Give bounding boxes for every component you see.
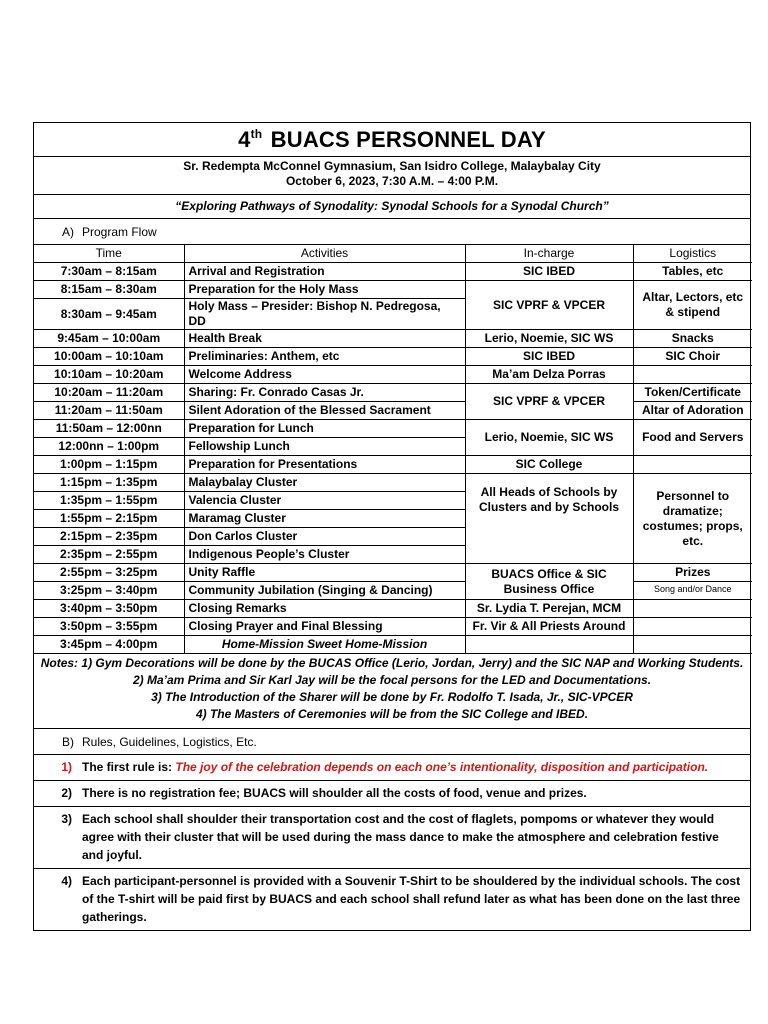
row-time: 10:20am – 11:20am — [34, 384, 184, 402]
row-incharge: Sr. Lydia T. Perejan, MCM — [465, 600, 633, 618]
venue-place: Sr. Redempta McConnel Gymnasium, San Isidro College, Malaybalay City — [183, 159, 601, 173]
row-logistics: Tables, etc — [633, 263, 752, 281]
row-logistics: Token/Certificate — [633, 384, 752, 402]
row-time: 9:45am – 10:00am — [34, 330, 184, 348]
table-row — [34, 600, 752, 618]
rule-item — [33, 780, 751, 806]
row-incharge: Fr. Vir & All Priests Around — [465, 618, 633, 636]
row-time: 3:25pm – 3:40pm — [34, 582, 184, 600]
row-logistics — [633, 456, 752, 474]
note-line: Notes: 1) Gym Decorations will be done by the BUCAS Office (Lerio, Jordan, Jerry) and the SIC NAP and Working Students. — [40, 656, 744, 670]
table-row — [34, 281, 752, 299]
row-activity: Home-Mission Sweet Home-Mission — [184, 636, 465, 654]
rule-number: 4) — [61, 874, 72, 888]
section-b-label: Rules, Guidelines, Logistics, Etc. — [82, 734, 257, 749]
row-incharge: Lerio, Noemie, SIC WS — [465, 330, 633, 348]
rule-text: Each participant-personnel is provided with a Souvenir T-Shirt to be shouldered by the individual schools. The cost of the T-shirt will be paid first by BUACS and each school shall refund later as what has been done on the last three gatherings. — [82, 874, 741, 924]
rule-text: Each school shall shoulder their transportation cost and the cost of flaglets, pompoms or whatever they would agree with their cluster that will be used during the mass dance to make the atmosphere and celebration festive and joyful. — [82, 812, 719, 862]
row-activity: Holy Mass – Presider: Bishop N. Pedregosa, DD — [184, 299, 465, 330]
row-logistics: SIC Choir — [633, 348, 752, 366]
row-incharge: SIC IBED — [465, 263, 633, 281]
page-title — [33, 122, 751, 156]
table-row — [34, 582, 752, 600]
row-logistics: Snacks — [633, 330, 752, 348]
title-ordinal: 4 — [238, 126, 251, 152]
row-time: 1:55pm – 2:15pm — [34, 510, 184, 528]
rule-item — [33, 754, 751, 780]
row-time: 11:50am – 12:00nn — [34, 420, 184, 438]
note-line: 2) Ma’am Prima and Sir Karl Jay will be the focal persons for the LED and Documentations. — [132, 673, 652, 687]
rule-item — [33, 806, 751, 868]
row-time: 2:35pm – 2:55pm — [34, 546, 184, 564]
row-logistics: Food and Servers — [633, 420, 752, 456]
table-row — [34, 618, 752, 636]
row-logistics: Song and/or Dance — [633, 582, 752, 600]
row-activity: Preparation for Lunch — [184, 420, 465, 438]
row-activity: Don Carlos Cluster — [184, 528, 465, 546]
row-activity: Preliminaries: Anthem, etc — [184, 348, 465, 366]
note-line: 3) The Introduction of the Sharer will be done by Fr. Rodolfo T. Isada, Jr., SIC-VPCER — [151, 690, 633, 704]
row-time: 8:15am – 8:30am — [34, 281, 184, 299]
table-row — [34, 456, 752, 474]
row-activity: Closing Remarks — [184, 600, 465, 618]
row-activity: Fellowship Lunch — [184, 438, 465, 456]
section-a-header — [33, 218, 751, 244]
row-activity: Preparation for the Holy Mass — [184, 281, 465, 299]
row-activity: Malaybalay Cluster — [184, 474, 465, 492]
rule-number: 2) — [61, 786, 72, 800]
theme-text: “Exploring Pathways of Synodality: Synodal Schools for a Synodal Church” — [175, 199, 609, 213]
row-logistics: Altar of Adoration — [633, 402, 752, 420]
row-activity: Community Jubilation (Singing & Dancing) — [184, 582, 465, 600]
row-logistics — [633, 618, 752, 636]
row-time: 2:55pm – 3:25pm — [34, 564, 184, 582]
rule-number: 1) — [61, 760, 72, 774]
row-activity: Valencia Cluster — [184, 492, 465, 510]
table-row — [34, 474, 752, 492]
row-incharge: Lerio, Noemie, SIC WS — [465, 420, 633, 456]
header-time: Time — [34, 245, 184, 263]
row-logistics: Altar, Lectors, etc & stipend — [633, 281, 752, 330]
row-logistics — [633, 600, 752, 618]
row-time: 10:00am – 10:10am — [34, 348, 184, 366]
program-table — [34, 245, 752, 654]
program-table-wrap — [33, 244, 751, 654]
row-time: 7:30am – 8:15am — [34, 263, 184, 281]
row-time: 1:15pm – 1:35pm — [34, 474, 184, 492]
table-row — [34, 384, 752, 402]
title-ordinal-suffix: th — [250, 126, 263, 141]
table-row — [34, 564, 752, 582]
table-row — [34, 366, 752, 384]
row-activity: Closing Prayer and Final Blessing — [184, 618, 465, 636]
row-activity: Welcome Address — [184, 366, 465, 384]
row-time: 2:15pm – 2:35pm — [34, 528, 184, 546]
table-row — [34, 330, 752, 348]
row-logistics — [633, 366, 752, 384]
row-incharge: SIC VPRF & VPCER — [465, 384, 633, 420]
rule-text: There is no registration fee; BUACS will shoulder all the costs of food, venue and prizes. — [82, 786, 587, 800]
row-time: 1:35pm – 1:55pm — [34, 492, 184, 510]
rule-item — [33, 868, 751, 931]
row-incharge: BUACS Office & SIC Business Office — [465, 564, 633, 600]
section-b-number: B) — [62, 734, 74, 749]
row-time: 1:00pm – 1:15pm — [34, 456, 184, 474]
row-activity: Arrival and Registration — [184, 263, 465, 281]
document — [33, 122, 751, 931]
section-a-label: Program Flow — [82, 224, 157, 239]
row-incharge — [465, 636, 633, 654]
title-text: BUACS PERSONNEL DAY — [270, 126, 546, 152]
row-logistics: Prizes — [633, 564, 752, 582]
row-time: 10:10am – 10:20am — [34, 366, 184, 384]
row-activity: Silent Adoration of the Blessed Sacrament — [184, 402, 465, 420]
row-activity: Sharing: Fr. Conrado Casas Jr. — [184, 384, 465, 402]
header-logistics: Logistics — [633, 245, 752, 263]
rule-emphasis: The joy of the celebration depends on each one’s intentionality, disposition and participation. — [175, 760, 709, 774]
row-activity: Health Break — [184, 330, 465, 348]
row-incharge: All Heads of Schools by Clusters and by Schools — [465, 474, 633, 564]
section-b-header — [33, 728, 751, 754]
row-time: 11:20am – 11:50am — [34, 402, 184, 420]
row-time: 3:40pm – 3:50pm — [34, 600, 184, 618]
row-activity: Unity Raffle — [184, 564, 465, 582]
table-header-row — [34, 245, 752, 263]
section-a-number: A) — [62, 224, 74, 239]
table-row — [34, 636, 752, 654]
notes-block — [33, 654, 751, 728]
row-logistics: Personnel to dramatize; costumes; props, etc. — [633, 474, 752, 564]
rule-text — [82, 758, 742, 776]
row-time: 3:45pm – 4:00pm — [34, 636, 184, 654]
row-time: 12:00nn – 1:00pm — [34, 438, 184, 456]
header-activities: Activities — [184, 245, 465, 263]
note-line: 4) The Masters of Ceremonies will be from the SIC College and IBED. — [195, 707, 589, 721]
row-time: 3:50pm – 3:55pm — [34, 618, 184, 636]
row-time: 8:30am – 9:45am — [34, 299, 184, 330]
venue-datetime: October 6, 2023, 7:30 A.M. – 4:00 P.M. — [285, 174, 499, 188]
table-row — [34, 420, 752, 438]
venue-block — [33, 156, 751, 194]
rule-lead: The first rule is: — [82, 760, 173, 774]
row-activity: Indigenous People’s Cluster — [184, 546, 465, 564]
header-incharge: In-charge — [465, 245, 633, 263]
table-row — [34, 263, 752, 281]
rule-number: 3) — [61, 812, 72, 826]
row-incharge: SIC VPRF & VPCER — [465, 281, 633, 330]
table-row — [34, 402, 752, 420]
table-row — [34, 348, 752, 366]
theme-line — [33, 194, 751, 218]
row-incharge: Ma’am Delza Porras — [465, 366, 633, 384]
row-incharge: SIC College — [465, 456, 633, 474]
row-activity: Maramag Cluster — [184, 510, 465, 528]
row-incharge: SIC IBED — [465, 348, 633, 366]
row-activity: Preparation for Presentations — [184, 456, 465, 474]
row-logistics — [633, 636, 752, 654]
